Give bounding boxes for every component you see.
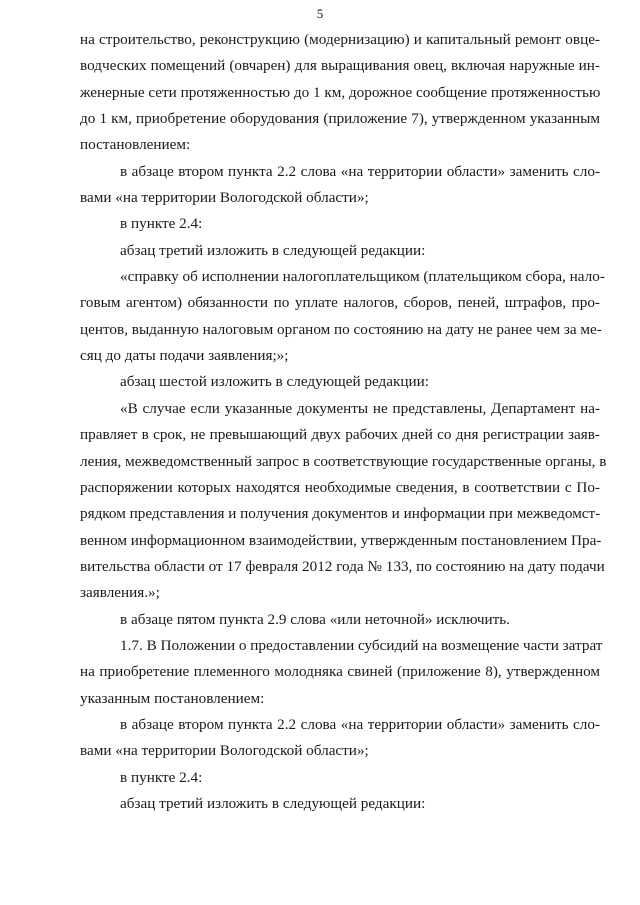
text-line: центов, выданную налоговым органом по состоянию на дату не ранее чем за ме- <box>80 320 602 338</box>
text-line: в пункте 2.4: <box>120 768 203 786</box>
text-line: до 1 км, приобретение оборудования (приложение 7), утвержденном указанным <box>80 110 600 128</box>
text-line: водческих помещений (овчарен) для выращивания овец, включая наружные ин- <box>80 57 600 75</box>
text-line: говым агентом) обязанности по уплате налогов, сборов, пеней, штрафов, про- <box>80 294 600 312</box>
text-line: 1.7. В Положении о предоставлении субсидий на возмещение части затрат <box>120 636 603 654</box>
text-line: в абзаце втором пункта 2.2 слова «на территории области» заменить сло- <box>120 162 600 180</box>
text-line: на строительство, реконструкцию (модернизацию) и капитальный ремонт овце- <box>80 31 600 48</box>
text-line: женерные сети протяженностью до 1 км, дорожное сообщение протяженностью <box>80 83 601 101</box>
text-line: в абзаце втором пункта 2.2 слова «на территории области» заменить сло- <box>120 715 600 733</box>
text-line: абзац шестой изложить в следующей редакции: <box>120 373 429 391</box>
text-line: абзац третий изложить в следующей редакции: <box>120 794 426 812</box>
text-line: правляет в срок, не превышающий двух рабочих дней со дня регистрации заяв- <box>80 426 600 444</box>
text-line: вами «на территории Вологодской области»; <box>80 742 369 760</box>
text-line: рядком представления и получения документов и информации при межведомст- <box>80 505 601 523</box>
text-line: сяц до даты подачи заявления;»; <box>80 347 289 365</box>
text-line: указанным постановлением: <box>80 689 265 707</box>
text-line: «В случае если указанные документы не представлены, Департамент на- <box>120 399 600 417</box>
text-line: ления, межведомственный запрос в соответствующие государственные органы, в <box>80 452 607 470</box>
text-line: на приобретение племенного молодняка свиней (приложение 8), утвержденном <box>80 663 600 681</box>
page-number: 5 <box>316 6 324 21</box>
document-body <box>80 27 607 817</box>
text-line: венном информационном взаимодействии, утвержденным постановлением Пра- <box>80 531 602 549</box>
text-line: вами «на территории Вологодской области»; <box>80 189 369 207</box>
text-line: в абзаце пятом пункта 2.9 слова «или неточной» исключить. <box>120 610 511 628</box>
text-line: вительства области от 17 февраля 2012 года № 133, по состоянию на дату подачи <box>80 557 605 575</box>
text-line: «справку об исполнении налогоплательщиком (плательщиком сбора, нало- <box>120 268 605 286</box>
text-line: абзац третий изложить в следующей редакции: <box>120 241 426 259</box>
text-line: постановлением: <box>80 136 191 154</box>
text-line: заявления.»; <box>80 584 160 602</box>
text-line: в пункте 2.4: <box>120 215 203 233</box>
text-line: распоряжении которых находятся необходимые сведения, в соответствии с По- <box>80 478 600 496</box>
